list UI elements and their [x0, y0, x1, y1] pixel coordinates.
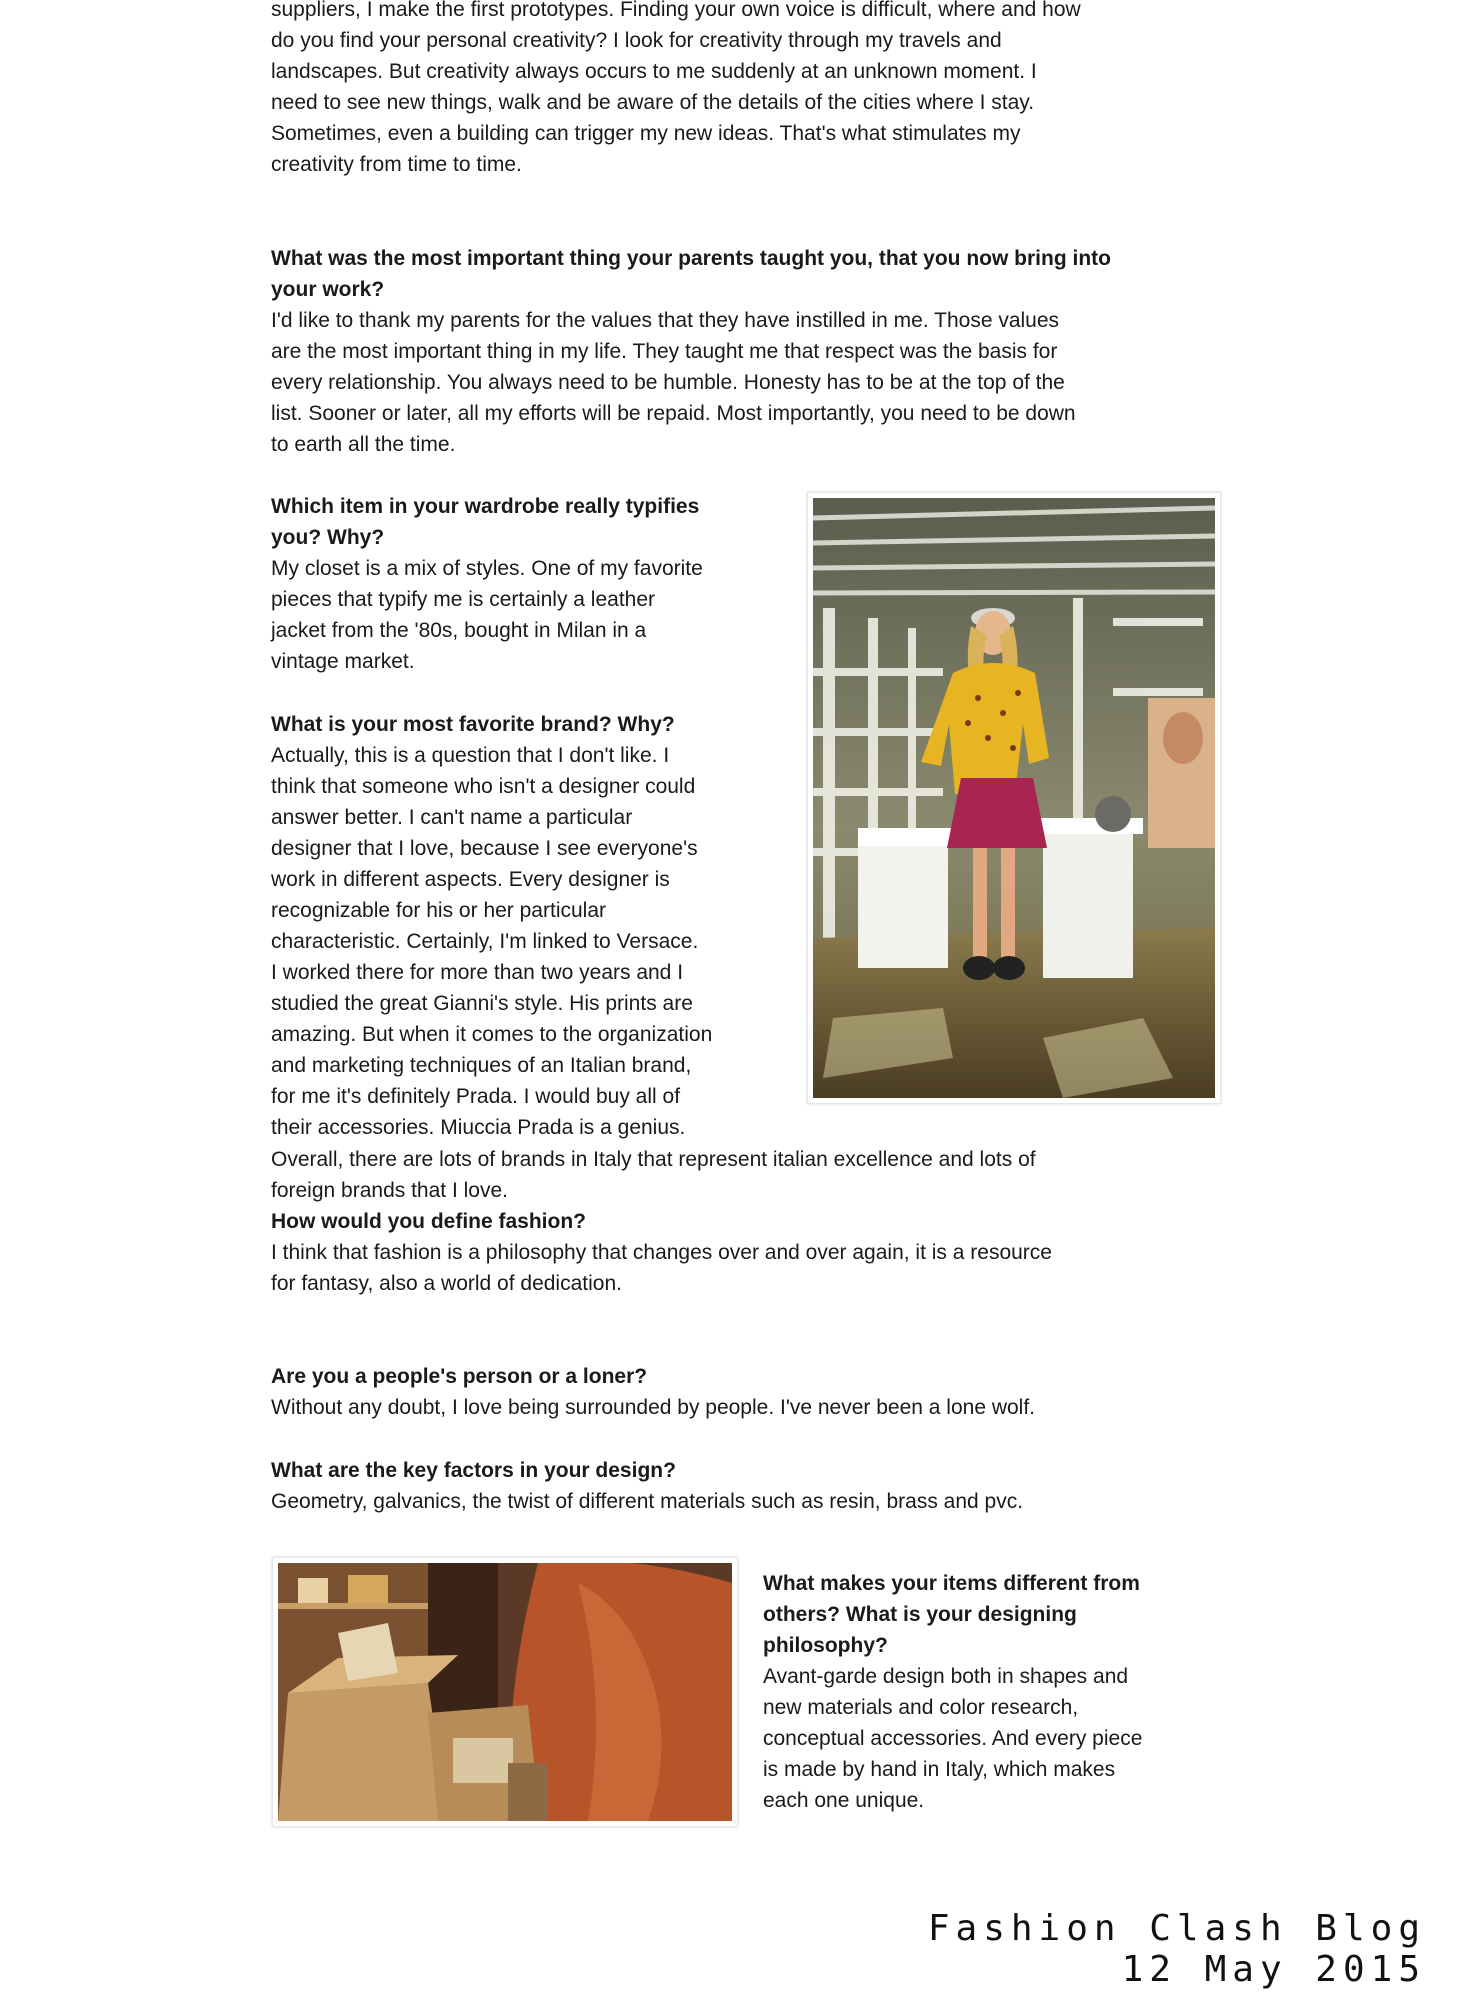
answer-line: think that someone who isn't a designer could [271, 775, 696, 798]
wardrobe-qa [271, 491, 791, 677]
answer-line: every relationship. You always need to be humble. Honesty has to be at the top of the [271, 371, 1065, 394]
answer-line: I worked there for more than two years and I [271, 961, 684, 984]
answer-line: Avant-garde design both in shapes and [763, 1665, 1129, 1688]
answer-line: recognizable for his or her particular [271, 899, 606, 922]
answer-line: is made by hand in Italy, which makes [763, 1758, 1116, 1781]
question-line: What was the most important thing your parents taught you, that you now bring into [271, 247, 1111, 270]
question-line: What makes your items different from [763, 1572, 1140, 1595]
designer-portrait-photo [807, 492, 1221, 1104]
answer-line: pieces that typify me is certainly a leather [271, 588, 656, 611]
footer-source [928, 1908, 1426, 1990]
answer-line: My closet is a mix of styles. One of my favorite [271, 557, 703, 580]
answer-line: are the most important thing in my life. They taught me that respect was the basis for [271, 340, 1058, 363]
answer-line: I think that fashion is a philosophy that changes over and over again, it is a resource [271, 1241, 1052, 1264]
answer-line: amazing. But when it comes to the organization [271, 1023, 713, 1046]
intro-line: landscapes. But creativity always occurs to me suddenly at an unknown moment. I [271, 60, 1037, 83]
workshop-image [278, 1563, 732, 1821]
brand-answer-continued [271, 1144, 1221, 1206]
design-qa [271, 1455, 1221, 1517]
footer-date: 12 May 2015 [1121, 1949, 1426, 1990]
intro-line: do you find your personal creativity? I look for creativity through my travels and [271, 29, 1002, 52]
answer-line: studied the great Gianni's style. His prints are [271, 992, 693, 1015]
question-line: others? What is your designing [763, 1603, 1077, 1626]
answer-line: each one unique. [763, 1789, 925, 1812]
question-line: Which item in your wardrobe really typifies [271, 495, 700, 518]
intro-line: need to see new things, walk and be aware of the details of the cities where I stay. [271, 91, 1035, 114]
answer-line: I'd like to thank my parents for the values that they have instilled in me. Those values [271, 309, 1060, 332]
answer-line: for me it's definitely Prada. I would buy all of [271, 1085, 681, 1108]
question-line: What are the key factors in your design? [271, 1459, 676, 1482]
question-line: What is your most favorite brand? Why? [271, 713, 675, 736]
answer-line: jacket from the '80s, bought in Milan in a [271, 619, 647, 642]
answer-line: foreign brands that I love. [271, 1179, 508, 1202]
answer-line: designer that I love, because I see everyone's [271, 837, 698, 860]
intro-line: suppliers, I make the first prototypes. Finding your own voice is difficult, where and how [271, 0, 1081, 21]
designer-portrait-image [813, 498, 1215, 1098]
question-line: you? Why? [271, 526, 385, 549]
question-line: Are you a people's person or a loner? [271, 1365, 648, 1388]
fashion-qa [271, 1206, 1221, 1299]
answer-line: Overall, there are lots of brands in Italy that represent italian excellence and lots of [271, 1148, 1036, 1171]
people-qa [271, 1361, 1221, 1423]
intro-paragraph [271, 0, 1221, 180]
question-line: your work? [271, 278, 385, 301]
answer-line: to earth all the time. [271, 433, 456, 456]
answer-line: characteristic. Certainly, I'm linked to Versace. [271, 930, 699, 953]
answer-line: Geometry, galvanics, the twist of different materials such as resin, brass and pvc. [271, 1490, 1024, 1513]
answer-line: for fantasy, also a world of dedication. [271, 1272, 622, 1295]
answer-line: new materials and color research, [763, 1696, 1079, 1719]
answer-line: work in different aspects. Every designer is [271, 868, 670, 891]
items-qa [763, 1568, 1223, 1816]
workshop-photo [272, 1557, 738, 1827]
answer-line: vintage market. [271, 650, 415, 673]
answer-line: Actually, this is a question that I don't like. I [271, 744, 670, 767]
brand-qa [271, 709, 791, 1143]
answer-line: their accessories. Miuccia Prada is a genius. [271, 1116, 686, 1139]
question-line: philosophy? [763, 1634, 888, 1657]
answer-line: and marketing techniques of an Italian brand, [271, 1054, 692, 1077]
answer-line: conceptual accessories. And every piece [763, 1727, 1143, 1750]
intro-line: creativity from time to time. [271, 153, 522, 176]
answer-line: list. Sooner or later, all my efforts will be repaid. Most importantly, you need to be down [271, 402, 1076, 425]
answer-line: Without any doubt, I love being surrounded by people. I've never been a lone wolf. [271, 1396, 1036, 1419]
footer-blog-name: Fashion Clash Blog [927, 1908, 1426, 1949]
parents-qa [271, 243, 1221, 460]
answer-line: answer better. I can't name a particular [271, 806, 633, 829]
question-line: How would you define fashion? [271, 1210, 586, 1233]
intro-line: Sometimes, even a building can trigger my new ideas. That's what stimulates my [271, 122, 1021, 145]
